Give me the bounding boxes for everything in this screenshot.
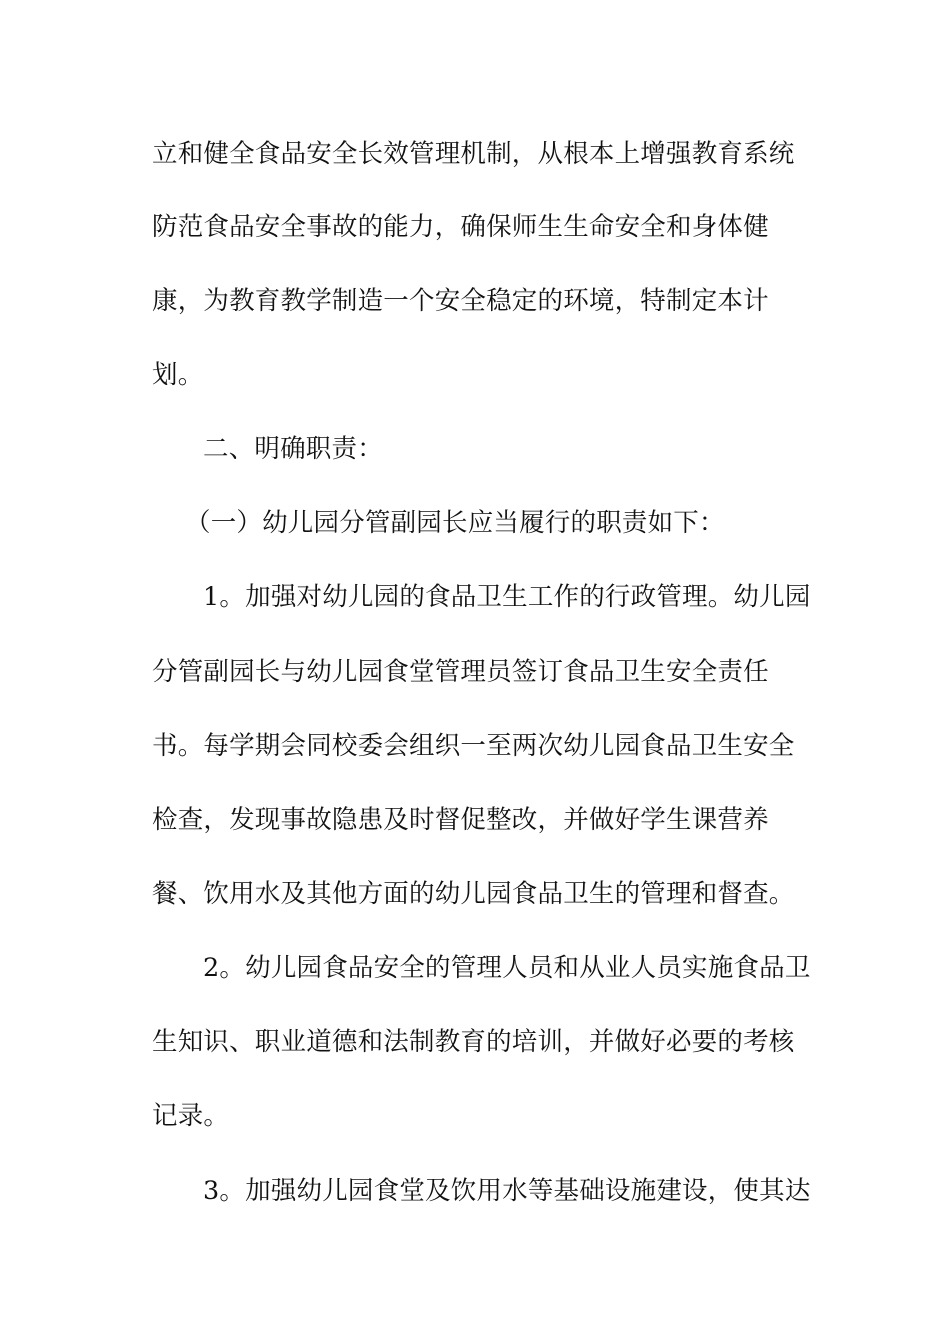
paragraph-line: 2。幼儿园食品安全的管理人员和从业人员实施食品卫 xyxy=(203,953,811,983)
paragraph-line: 生知识、职业道德和法制教育的培训，并做好必要的考核 xyxy=(152,1027,795,1057)
paragraph-line: 防范食品安全事故的能力，确保师生生命安全和身体健 xyxy=(152,212,769,242)
paragraph-line: 检查，发现事故隐患及时督促整改，并做好学生课营养 xyxy=(152,805,769,835)
subsection-heading: （一）幼儿园分管副园长应当履行的职责如下： xyxy=(185,508,725,538)
paragraph-line: 3。加强幼儿园食堂及饮用水等基础设施建设，使其达 xyxy=(203,1176,811,1206)
paragraph-line: 餐、饮用水及其他方面的幼儿园食品卫生的管理和督查。 xyxy=(152,879,795,909)
paragraph-line: 1。加强对幼儿园的食品卫生工作的行政管理。幼儿园 xyxy=(203,582,811,612)
paragraph-line: 记录。 xyxy=(152,1101,230,1131)
paragraph-line: 书。每学期会同校委会组织一至两次幼儿园食品卫生安全 xyxy=(152,731,795,761)
paragraph-line: 康，为教育教学制造一个安全稳定的环境，特制定本计 xyxy=(152,286,769,316)
paragraph-line: 划。 xyxy=(152,360,204,390)
section-heading: 二、明确职责： xyxy=(203,434,383,464)
paragraph-line: 立和健全食品安全长效管理机制，从根本上增强教育系统 xyxy=(152,139,795,169)
paragraph-line: 分管副园长与幼儿园食堂管理员签订食品卫生安全责任 xyxy=(152,657,769,687)
